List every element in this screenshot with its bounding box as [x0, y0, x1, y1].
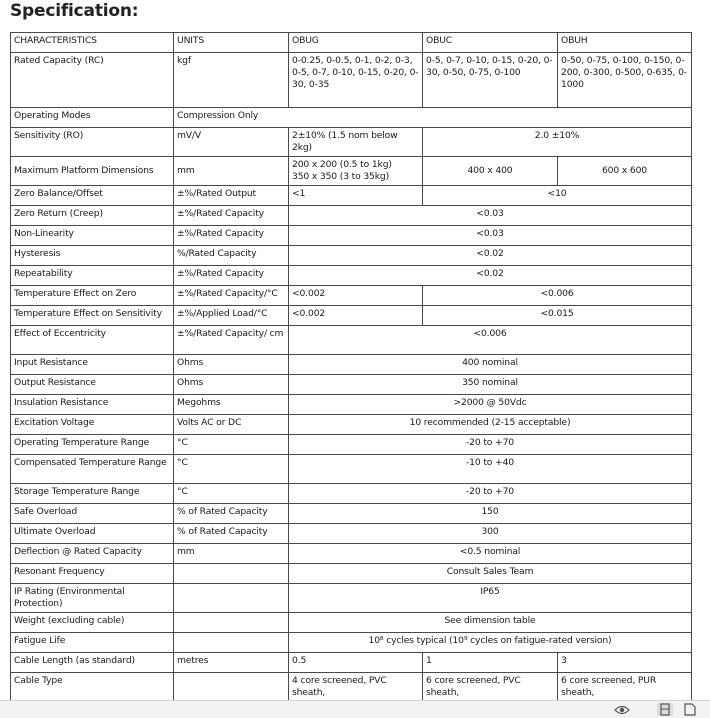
- row-label: Non-Linearity: [11, 226, 174, 246]
- row-value: 10 recommended (2-15 acceptable): [289, 415, 692, 435]
- row-label: Insulation Resistance: [11, 395, 174, 415]
- row-label: Fatigue Life: [11, 633, 174, 653]
- row-label: Input Resistance: [11, 355, 174, 375]
- obug-platform: [289, 157, 423, 186]
- obuc-obuh-zero-balance: <10: [423, 186, 692, 206]
- row-unit: %/Rated Capacity: [174, 246, 289, 266]
- row-unit: °C: [174, 435, 289, 455]
- header-obuc: OBUC: [423, 33, 558, 53]
- row-label: Output Resistance: [11, 375, 174, 395]
- row-label: Sensitivity (RO): [11, 128, 174, 157]
- row-label: Effect of Eccentricity: [11, 326, 174, 355]
- table-row: [11, 375, 692, 395]
- header-units: UNITS: [174, 33, 289, 53]
- row-unit: % of Rated Capacity: [174, 504, 289, 524]
- row-value: 400 nominal: [289, 355, 692, 375]
- row-unit: °C: [174, 455, 289, 484]
- row-unit: [174, 673, 289, 704]
- obuc-platform: 400 x 400: [423, 157, 558, 186]
- table-row-operating-modes: [11, 108, 692, 128]
- row-unit: ±%/Rated Output: [174, 186, 289, 206]
- row-unit: mm: [174, 157, 289, 186]
- table-row-rated-capacity: [11, 53, 692, 108]
- table-row: [11, 544, 692, 564]
- obuc-cable-length: 1: [423, 653, 558, 673]
- obug-cable-type: 4 core screened, PVC sheath,: [289, 673, 423, 704]
- row-unit: % of Rated Capacity: [174, 524, 289, 544]
- table-row-fatigue: [11, 633, 692, 653]
- viewer-status-bar: [0, 700, 710, 718]
- table-row: [11, 484, 692, 504]
- row-label: Deflection @ Rated Capacity: [11, 544, 174, 564]
- row-label: Maximum Platform Dimensions: [11, 157, 174, 186]
- row-label: Storage Temperature Range: [11, 484, 174, 504]
- row-unit: metres: [174, 653, 289, 673]
- obuc-obuh-temp-zero: <0.006: [423, 286, 692, 306]
- obuh-platform: 600 x 600: [558, 157, 692, 186]
- table-header-row: [11, 33, 692, 53]
- row-unit: mm: [174, 544, 289, 564]
- table-row: [11, 415, 692, 435]
- obug-platform-large: 350 x 350 (3 to 35kg): [292, 171, 390, 182]
- row-value: Consult Sales Team: [289, 564, 692, 584]
- row-unit: °C: [174, 484, 289, 504]
- row-value: <0.02: [289, 246, 692, 266]
- obuc-capacity: 0-5, 0-7, 0-10, 0-15, 0-20, 0-30, 0-50, 0-75, 0-100: [423, 53, 558, 108]
- table-row-cable-type: [11, 673, 692, 704]
- obug-capacity: 0-0.25, 0-0.5, 0-1, 0-2, 0-3, 0-5, 0-7, 0-10, 0-15, 0-20, 0-30, 0-35: [289, 53, 423, 108]
- obug-temp-zero: <0.002: [289, 286, 423, 306]
- header-characteristics: CHARACTERISTICS: [11, 33, 174, 53]
- row-unit: ±%/Rated Capacity/°C: [174, 286, 289, 306]
- row-label: Temperature Effect on Zero: [11, 286, 174, 306]
- table-row: [11, 206, 692, 226]
- header-obug: OBUG: [289, 33, 423, 53]
- row-value: 350 nominal: [289, 375, 692, 395]
- row-label: Excitation Voltage: [11, 415, 174, 435]
- row-label: Resonant Frequency: [11, 564, 174, 584]
- row-unit: Ohms: [174, 375, 289, 395]
- table-row: [11, 524, 692, 544]
- row-unit: Ohms: [174, 355, 289, 375]
- row-unit: Volts AC or DC: [174, 415, 289, 435]
- table-row-eccentricity: [11, 326, 692, 355]
- table-row-platform-dimensions: [11, 157, 692, 186]
- row-value: -20 to +70: [289, 484, 692, 504]
- eye-icon[interactable]: [613, 703, 631, 716]
- row-unit: Megohms: [174, 395, 289, 415]
- two-page-icon[interactable]: [681, 703, 699, 716]
- table-row: [11, 435, 692, 455]
- row-unit: ±%/Rated Capacity: [174, 226, 289, 246]
- table-row: [11, 584, 692, 613]
- obug-temp-sens: <0.002: [289, 306, 423, 326]
- table-row-temp-effect-sensitivity: [11, 306, 692, 326]
- row-value: 150: [289, 504, 692, 524]
- row-unit: ±%/Applied Load/°C: [174, 306, 289, 326]
- obuc-obuh-sensitivity: 2.0 ±10%: [423, 128, 692, 157]
- obug-cable-length: 0.5: [289, 653, 423, 673]
- row-value: See dimension table: [289, 613, 692, 633]
- row-label: Ultimate Overload: [11, 524, 174, 544]
- obuh-capacity: 0-50, 0-75, 0-100, 0-150, 0-200, 0-300, 0-500, 0-635, 0-1000: [558, 53, 692, 108]
- page-title: Specification:: [10, 1, 139, 21]
- table-row: [11, 355, 692, 375]
- row-value: IP65: [289, 584, 692, 613]
- row-label: Weight (excluding cable): [11, 613, 174, 633]
- row-label: Zero Return (Creep): [11, 206, 174, 226]
- obuc-cable-type: 6 core screened, PVC sheath,: [423, 673, 558, 704]
- row-value: -20 to +70: [289, 435, 692, 455]
- table-row: [11, 504, 692, 524]
- row-unit: [174, 584, 289, 613]
- row-value: <0.03: [289, 226, 692, 246]
- row-value: >2000 @ 50Vdc: [289, 395, 692, 415]
- table-row: [11, 246, 692, 266]
- obuh-cable-length: 3: [558, 653, 692, 673]
- table-row-temp-effect-zero: [11, 286, 692, 306]
- obug-platform-small: 200 x 200 (0.5 to 1kg): [292, 159, 392, 170]
- row-label: Zero Balance/Offset: [11, 186, 174, 206]
- row-value: <0.03: [289, 206, 692, 226]
- obuc-obuh-temp-sens: <0.015: [423, 306, 692, 326]
- row-value: 10⁸ cycles typical (10⁹ cycles on fatigue-rated version): [289, 633, 692, 653]
- row-value: <0.006: [289, 326, 692, 355]
- row-value: Compression Only: [174, 108, 692, 128]
- header-obuh: OBUH: [558, 33, 692, 53]
- table-row-zero-balance: [11, 186, 692, 206]
- row-label: Cable Type: [11, 673, 174, 704]
- row-unit: ±%/Rated Capacity/ cm: [174, 326, 289, 355]
- row-unit: [174, 613, 289, 633]
- table-row: [11, 266, 692, 286]
- obuh-cable-type: 6 core screened, PUR sheath,: [558, 673, 692, 704]
- row-unit: ±%/Rated Capacity: [174, 266, 289, 286]
- obug-zero-balance: <1: [289, 186, 423, 206]
- row-label: Operating Temperature Range: [11, 435, 174, 455]
- table-row-sensitivity: [11, 128, 692, 157]
- table-row-cable-length: [11, 653, 692, 673]
- row-label: Repeatability: [11, 266, 174, 286]
- row-label: IP Rating (Environmental Protection): [11, 584, 174, 613]
- row-label: Rated Capacity (RC): [11, 53, 174, 108]
- row-value: <0.02: [289, 266, 692, 286]
- row-unit: ±%/Rated Capacity: [174, 206, 289, 226]
- obug-sensitivity: 2±10% (1.5 nom below 2kg): [289, 128, 423, 157]
- row-label: Temperature Effect on Sensitivity: [11, 306, 174, 326]
- table-row: [11, 395, 692, 415]
- row-label: Safe Overload: [11, 504, 174, 524]
- specification-table: [10, 32, 692, 704]
- row-unit: kgf: [174, 53, 289, 108]
- row-value: -10 to +40: [289, 455, 692, 484]
- row-value: 300: [289, 524, 692, 544]
- row-label: Compensated Temperature Range: [11, 455, 174, 484]
- row-unit: [174, 564, 289, 584]
- table-row: [11, 226, 692, 246]
- table-row: [11, 455, 692, 484]
- table-row: [11, 564, 692, 584]
- table-row: [11, 613, 692, 633]
- single-page-icon[interactable]: [657, 703, 673, 716]
- row-label: Hysteresis: [11, 246, 174, 266]
- row-unit: mV/V: [174, 128, 289, 157]
- row-unit: [174, 633, 289, 653]
- row-label: Cable Length (as standard): [11, 653, 174, 673]
- row-label: Operating Modes: [11, 108, 174, 128]
- row-value: <0.5 nominal: [289, 544, 692, 564]
